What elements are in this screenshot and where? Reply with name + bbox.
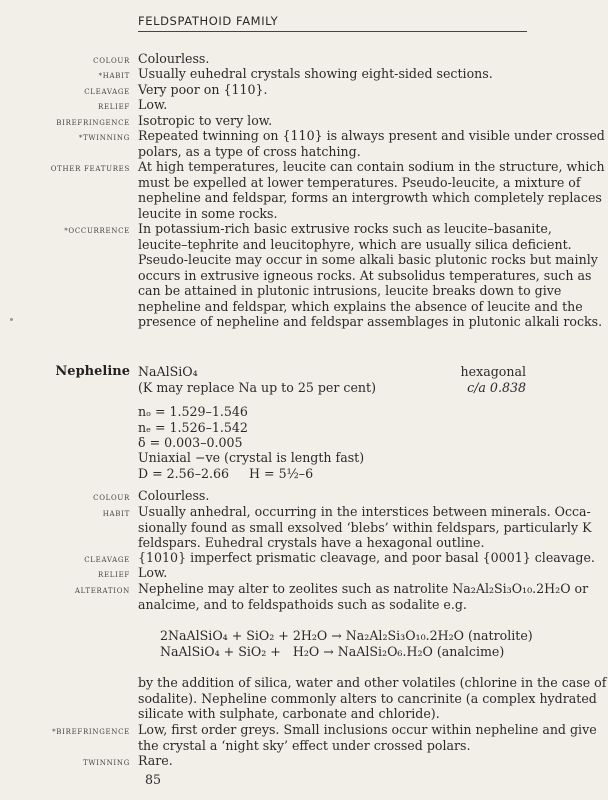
nepheline-habit: Usually anhedral, occurring in the interstices between minerals. Occa- sionally found as small exsolved ‘blebs’ within feldspars, particularly K feldspars. Euhedral crystals have a hexagonal outline. bbox=[138, 504, 592, 550]
leucite-colour: Colourless. bbox=[138, 51, 210, 66]
page-number: 85 bbox=[145, 772, 162, 787]
nepheline-alteration-continued: by the addition of silica, water and other volatiles (chlorine in the case of sodalite). Nepheline commonly alters to cancrinite (a complex hydrated silicate with sulphate, carbonate and chloride). bbox=[138, 675, 607, 721]
label-habit: *HABIT bbox=[98, 72, 130, 80]
leucite-occurrence: In potassium-rich basic extrusive rocks such as leucite–basanite, leucite–tephrite and leucitophyre, which are usually silica deficient. Pseudo-leucite may occur in some alkali basic plutonic rocks but mainly occurs in extrusive igneous rocks. At subsolidus temperatures, such as can be attained in plutonic intrusions, leucite breaks down to give nepheline and feldspar, which explains the absence of leucite and the presence of nepheline and feldspar assemblages in plutonic alkali rocks. bbox=[138, 221, 603, 329]
density-hardness: D = 2.56–2.66 H = 5½–6 bbox=[138, 466, 314, 481]
optic-delta: δ = 0.003–0.005 bbox=[138, 435, 243, 450]
leucite-other-features: At high temperatures, leucite can contain sodium in the structure, which must be expelled at lower temperatures. Pseudo-leucite, a mixture of nepheline and feldspar, forms an intergrowth which completely replaces leucite in some rocks. bbox=[138, 159, 605, 221]
substitution-note: (K may replace Na up to 25 per cent) bbox=[138, 380, 376, 395]
label-other-features: OTHER FEATURES bbox=[50, 165, 130, 173]
nepheline-relief: Low. bbox=[138, 565, 168, 580]
label-occurrence: *OCCURRENCE bbox=[64, 227, 130, 235]
crystal-system: hexagonal bbox=[460, 364, 526, 379]
leucite-birefringence: Isotropic to very low. bbox=[138, 113, 273, 128]
label-colour: COLOUR bbox=[93, 57, 130, 65]
nepheline-cleavage: {1010} imperfect prismatic cleavage, and poor basal {0001} cleavage. bbox=[138, 550, 595, 565]
label-alteration: ALTERATION bbox=[74, 587, 130, 595]
label-relief: RELIEF bbox=[98, 103, 130, 111]
label-birefringence: BIREFRINGENCE bbox=[56, 119, 130, 127]
label-colour-nepheline: COLOUR bbox=[93, 494, 130, 502]
leucite-twinning: Repeated twinning on {110} is always present and visible under crossed polars, as a type of cross hatching. bbox=[138, 128, 605, 159]
optic-sign: Uniaxial −ve (crystal is length fast) bbox=[138, 450, 365, 465]
nepheline-formula: NaAlSiO₄ bbox=[138, 364, 198, 379]
nepheline-colour: Colourless. bbox=[138, 488, 210, 503]
label-cleavage-nepheline: CLEAVAGE bbox=[84, 556, 130, 564]
label-twinning-nepheline: TWINNING bbox=[83, 759, 130, 767]
label-cleavage: CLEAVAGE bbox=[84, 88, 130, 96]
equation-natrolite: 2NaAlSiO₄ + SiO₂ + 2H₂O → Na₂Al₂Si₃O₁₀.2H₂O (natrolite) bbox=[160, 628, 533, 643]
axial-ratio: c/a 0.838 bbox=[467, 380, 526, 395]
label-twinning: *TWINNING bbox=[78, 134, 130, 142]
nepheline-alteration: Nepheline may alter to zeolites such as natrolite Na₂Al₂Si₃O₁₀.2H₂O or analcime, and to feldspathoids such as sodalite e.g. bbox=[138, 581, 589, 612]
leucite-cleavage: Very poor on {110}. bbox=[138, 82, 268, 97]
margin-mark bbox=[10, 318, 13, 321]
leucite-relief: Low. bbox=[138, 97, 168, 112]
optic-no: nₒ = 1.529–1.546 bbox=[138, 404, 248, 419]
label-habit-nepheline: HABIT bbox=[102, 510, 130, 518]
equation-analcime: NaAlSiO₄ + SiO₂ + H₂O → NaAlSi₂O₆.H₂O (analcime) bbox=[160, 644, 505, 659]
nepheline-twinning: Rare. bbox=[138, 753, 173, 768]
label-relief-nepheline: RELIEF bbox=[98, 571, 130, 579]
label-birefringence-nepheline: *BIREFRINGENCE bbox=[52, 728, 130, 736]
leucite-habit: Usually euhedral crystals showing eight-sided sections. bbox=[138, 66, 493, 81]
running-head: FELDSPATHOID FAMILY bbox=[138, 14, 527, 32]
optic-ne: nₑ = 1.526–1.542 bbox=[138, 420, 248, 435]
mineral-name-nepheline: Nepheline bbox=[55, 364, 130, 379]
nepheline-birefringence: Low, first order greys. Small inclusions occur within nepheline and give the crystal a ‘night sky’ effect under crossed polars. bbox=[138, 722, 597, 753]
